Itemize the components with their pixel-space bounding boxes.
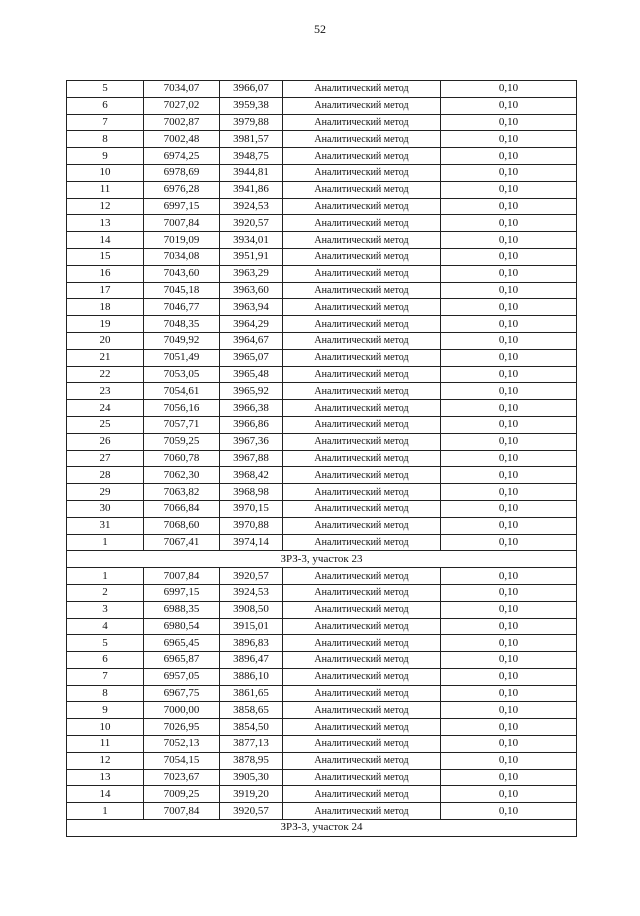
x-coordinate-cell: 7019,09 xyxy=(144,232,220,249)
y-coordinate-cell: 3877,13 xyxy=(220,736,283,753)
accuracy-cell: 0,10 xyxy=(441,265,577,282)
point-number-cell: 6 xyxy=(67,97,144,114)
method-cell: Аналитический метод xyxy=(283,450,441,467)
x-coordinate-cell: 7054,15 xyxy=(144,752,220,769)
point-number-cell: 28 xyxy=(67,467,144,484)
x-coordinate-cell: 6980,54 xyxy=(144,618,220,635)
accuracy-cell: 0,10 xyxy=(441,81,577,98)
method-cell: Аналитический метод xyxy=(283,282,441,299)
method-cell: Аналитический метод xyxy=(283,584,441,601)
x-coordinate-cell: 7002,48 xyxy=(144,131,220,148)
method-cell: Аналитический метод xyxy=(283,114,441,131)
method-cell: Аналитический метод xyxy=(283,232,441,249)
accuracy-cell: 0,10 xyxy=(441,97,577,114)
x-coordinate-cell: 7068,60 xyxy=(144,517,220,534)
accuracy-cell: 0,10 xyxy=(441,652,577,669)
accuracy-cell: 0,10 xyxy=(441,618,577,635)
accuracy-cell: 0,10 xyxy=(441,316,577,333)
x-coordinate-cell: 7000,00 xyxy=(144,702,220,719)
point-number-cell: 5 xyxy=(67,635,144,652)
point-number-cell: 18 xyxy=(67,299,144,316)
table-row xyxy=(67,584,577,601)
x-coordinate-cell: 7023,67 xyxy=(144,769,220,786)
x-coordinate-cell: 7045,18 xyxy=(144,282,220,299)
x-coordinate-cell: 7054,61 xyxy=(144,383,220,400)
accuracy-cell: 0,10 xyxy=(441,736,577,753)
point-number-cell: 22 xyxy=(67,366,144,383)
method-cell: Аналитический метод xyxy=(283,383,441,400)
y-coordinate-cell: 3951,91 xyxy=(220,248,283,265)
method-cell: Аналитический метод xyxy=(283,349,441,366)
x-coordinate-cell: 7007,84 xyxy=(144,568,220,585)
point-number-cell: 1 xyxy=(67,803,144,820)
accuracy-cell: 0,10 xyxy=(441,383,577,400)
method-cell: Аналитический метод xyxy=(283,568,441,585)
section-header-row xyxy=(67,820,577,837)
method-cell: Аналитический метод xyxy=(283,81,441,98)
point-number-cell: 21 xyxy=(67,349,144,366)
y-coordinate-cell: 3944,81 xyxy=(220,164,283,181)
table-row xyxy=(67,332,577,349)
table-row xyxy=(67,568,577,585)
y-coordinate-cell: 3948,75 xyxy=(220,148,283,165)
method-cell: Аналитический метод xyxy=(283,736,441,753)
y-coordinate-cell: 3979,88 xyxy=(220,114,283,131)
accuracy-cell: 0,10 xyxy=(441,584,577,601)
accuracy-cell: 0,10 xyxy=(441,299,577,316)
table-row xyxy=(67,81,577,98)
point-number-cell: 6 xyxy=(67,652,144,669)
table-row xyxy=(67,652,577,669)
y-coordinate-cell: 3966,07 xyxy=(220,81,283,98)
accuracy-cell: 0,10 xyxy=(441,332,577,349)
method-cell: Аналитический метод xyxy=(283,719,441,736)
x-coordinate-cell: 7062,30 xyxy=(144,467,220,484)
method-cell: Аналитический метод xyxy=(283,332,441,349)
x-coordinate-cell: 6965,45 xyxy=(144,635,220,652)
y-coordinate-cell: 3920,57 xyxy=(220,568,283,585)
table-row xyxy=(67,635,577,652)
y-coordinate-cell: 3941,86 xyxy=(220,181,283,198)
point-number-cell: 9 xyxy=(67,148,144,165)
table-row xyxy=(67,131,577,148)
x-coordinate-cell: 7048,35 xyxy=(144,316,220,333)
method-cell: Аналитический метод xyxy=(283,803,441,820)
accuracy-cell: 0,10 xyxy=(441,366,577,383)
y-coordinate-cell: 3965,07 xyxy=(220,349,283,366)
coordinates-table xyxy=(66,80,577,837)
y-coordinate-cell: 3964,67 xyxy=(220,332,283,349)
method-cell: Аналитический метод xyxy=(283,685,441,702)
y-coordinate-cell: 3854,50 xyxy=(220,719,283,736)
accuracy-cell: 0,10 xyxy=(441,416,577,433)
table-row xyxy=(67,685,577,702)
method-cell: Аналитический метод xyxy=(283,366,441,383)
x-coordinate-cell: 7007,84 xyxy=(144,215,220,232)
method-cell: Аналитический метод xyxy=(283,668,441,685)
point-number-cell: 2 xyxy=(67,584,144,601)
y-coordinate-cell: 3919,20 xyxy=(220,786,283,803)
x-coordinate-cell: 6997,15 xyxy=(144,198,220,215)
method-cell: Аналитический метод xyxy=(283,248,441,265)
accuracy-cell: 0,10 xyxy=(441,215,577,232)
table-row xyxy=(67,282,577,299)
table-row xyxy=(67,534,577,551)
accuracy-cell: 0,10 xyxy=(441,484,577,501)
point-number-cell: 10 xyxy=(67,164,144,181)
point-number-cell: 14 xyxy=(67,786,144,803)
y-coordinate-cell: 3970,88 xyxy=(220,517,283,534)
page-number: 52 xyxy=(314,22,326,36)
point-number-cell: 25 xyxy=(67,416,144,433)
x-coordinate-cell: 7053,05 xyxy=(144,366,220,383)
point-number-cell: 7 xyxy=(67,668,144,685)
x-coordinate-cell: 6974,25 xyxy=(144,148,220,165)
accuracy-cell: 0,10 xyxy=(441,601,577,618)
y-coordinate-cell: 3964,29 xyxy=(220,316,283,333)
table-row xyxy=(67,349,577,366)
accuracy-cell: 0,10 xyxy=(441,433,577,450)
point-number-cell: 4 xyxy=(67,618,144,635)
accuracy-cell: 0,10 xyxy=(441,786,577,803)
x-coordinate-cell: 6997,15 xyxy=(144,584,220,601)
accuracy-cell: 0,10 xyxy=(441,467,577,484)
y-coordinate-cell: 3981,57 xyxy=(220,131,283,148)
point-number-cell: 5 xyxy=(67,81,144,98)
method-cell: Аналитический метод xyxy=(283,97,441,114)
y-coordinate-cell: 3886,10 xyxy=(220,668,283,685)
accuracy-cell: 0,10 xyxy=(441,400,577,417)
accuracy-cell: 0,10 xyxy=(441,450,577,467)
method-cell: Аналитический метод xyxy=(283,500,441,517)
table-row xyxy=(67,215,577,232)
point-number-cell: 14 xyxy=(67,232,144,249)
table-row xyxy=(67,618,577,635)
accuracy-cell: 0,10 xyxy=(441,517,577,534)
point-number-cell: 11 xyxy=(67,181,144,198)
x-coordinate-cell: 7051,49 xyxy=(144,349,220,366)
method-cell: Аналитический метод xyxy=(283,416,441,433)
accuracy-cell: 0,10 xyxy=(441,685,577,702)
coordinates-table-body xyxy=(67,81,577,837)
x-coordinate-cell: 6988,35 xyxy=(144,601,220,618)
x-coordinate-cell: 6965,87 xyxy=(144,652,220,669)
method-cell: Аналитический метод xyxy=(283,148,441,165)
y-coordinate-cell: 3963,29 xyxy=(220,265,283,282)
y-coordinate-cell: 3966,86 xyxy=(220,416,283,433)
method-cell: Аналитический метод xyxy=(283,131,441,148)
accuracy-cell: 0,10 xyxy=(441,282,577,299)
point-number-cell: 13 xyxy=(67,215,144,232)
table-row xyxy=(67,148,577,165)
table-row xyxy=(67,97,577,114)
y-coordinate-cell: 3878,95 xyxy=(220,752,283,769)
method-cell: Аналитический метод xyxy=(283,316,441,333)
point-number-cell: 26 xyxy=(67,433,144,450)
x-coordinate-cell: 7052,13 xyxy=(144,736,220,753)
x-coordinate-cell: 7007,84 xyxy=(144,803,220,820)
table-row xyxy=(67,517,577,534)
x-coordinate-cell: 7059,25 xyxy=(144,433,220,450)
y-coordinate-cell: 3924,53 xyxy=(220,584,283,601)
table-row xyxy=(67,232,577,249)
accuracy-cell: 0,10 xyxy=(441,534,577,551)
table-row xyxy=(67,316,577,333)
table-row xyxy=(67,736,577,753)
point-number-cell: 10 xyxy=(67,719,144,736)
y-coordinate-cell: 3963,60 xyxy=(220,282,283,299)
y-coordinate-cell: 3861,65 xyxy=(220,685,283,702)
method-cell: Аналитический метод xyxy=(283,601,441,618)
y-coordinate-cell: 3968,98 xyxy=(220,484,283,501)
section-header-row xyxy=(67,551,577,568)
method-cell: Аналитический метод xyxy=(283,534,441,551)
point-number-cell: 11 xyxy=(67,736,144,753)
y-coordinate-cell: 3920,57 xyxy=(220,215,283,232)
y-coordinate-cell: 3967,36 xyxy=(220,433,283,450)
x-coordinate-cell: 6957,05 xyxy=(144,668,220,685)
accuracy-cell: 0,10 xyxy=(441,248,577,265)
y-coordinate-cell: 3905,30 xyxy=(220,769,283,786)
point-number-cell: 24 xyxy=(67,400,144,417)
table-row xyxy=(67,786,577,803)
y-coordinate-cell: 3963,94 xyxy=(220,299,283,316)
x-coordinate-cell: 7067,41 xyxy=(144,534,220,551)
x-coordinate-cell: 6967,75 xyxy=(144,685,220,702)
point-number-cell: 12 xyxy=(67,198,144,215)
accuracy-cell: 0,10 xyxy=(441,803,577,820)
x-coordinate-cell: 7043,60 xyxy=(144,265,220,282)
point-number-cell: 8 xyxy=(67,685,144,702)
method-cell: Аналитический метод xyxy=(283,164,441,181)
table-row xyxy=(67,668,577,685)
x-coordinate-cell: 7063,82 xyxy=(144,484,220,501)
table-row xyxy=(67,500,577,517)
point-number-cell: 17 xyxy=(67,282,144,299)
accuracy-cell: 0,10 xyxy=(441,635,577,652)
y-coordinate-cell: 3915,01 xyxy=(220,618,283,635)
point-number-cell: 15 xyxy=(67,248,144,265)
accuracy-cell: 0,10 xyxy=(441,148,577,165)
section-title: ЗРЗ-3, участок 23 xyxy=(67,551,577,568)
y-coordinate-cell: 3858,65 xyxy=(220,702,283,719)
y-coordinate-cell: 3896,83 xyxy=(220,635,283,652)
x-coordinate-cell: 7057,71 xyxy=(144,416,220,433)
method-cell: Аналитический метод xyxy=(283,786,441,803)
x-coordinate-cell: 7009,25 xyxy=(144,786,220,803)
method-cell: Аналитический метод xyxy=(283,484,441,501)
table-row xyxy=(67,601,577,618)
x-coordinate-cell: 7060,78 xyxy=(144,450,220,467)
y-coordinate-cell: 3896,47 xyxy=(220,652,283,669)
x-coordinate-cell: 7034,08 xyxy=(144,248,220,265)
accuracy-cell: 0,10 xyxy=(441,164,577,181)
table-row xyxy=(67,198,577,215)
accuracy-cell: 0,10 xyxy=(441,114,577,131)
table-row xyxy=(67,164,577,181)
accuracy-cell: 0,10 xyxy=(441,702,577,719)
table-row xyxy=(67,265,577,282)
point-number-cell: 9 xyxy=(67,702,144,719)
accuracy-cell: 0,10 xyxy=(441,500,577,517)
y-coordinate-cell: 3934,01 xyxy=(220,232,283,249)
y-coordinate-cell: 3968,42 xyxy=(220,467,283,484)
y-coordinate-cell: 3908,50 xyxy=(220,601,283,618)
table-row xyxy=(67,719,577,736)
method-cell: Аналитический метод xyxy=(283,433,441,450)
point-number-cell: 13 xyxy=(67,769,144,786)
accuracy-cell: 0,10 xyxy=(441,719,577,736)
table-row xyxy=(67,752,577,769)
y-coordinate-cell: 3965,92 xyxy=(220,383,283,400)
method-cell: Аналитический метод xyxy=(283,618,441,635)
method-cell: Аналитический метод xyxy=(283,299,441,316)
point-number-cell: 1 xyxy=(67,534,144,551)
method-cell: Аналитический метод xyxy=(283,198,441,215)
y-coordinate-cell: 3966,38 xyxy=(220,400,283,417)
method-cell: Аналитический метод xyxy=(283,769,441,786)
table-row xyxy=(67,484,577,501)
method-cell: Аналитический метод xyxy=(283,702,441,719)
point-number-cell: 12 xyxy=(67,752,144,769)
x-coordinate-cell: 7049,92 xyxy=(144,332,220,349)
table-row xyxy=(67,416,577,433)
point-number-cell: 7 xyxy=(67,114,144,131)
accuracy-cell: 0,10 xyxy=(441,181,577,198)
accuracy-cell: 0,10 xyxy=(441,349,577,366)
method-cell: Аналитический метод xyxy=(283,652,441,669)
y-coordinate-cell: 3974,14 xyxy=(220,534,283,551)
coordinates-table-wrapper xyxy=(66,80,576,837)
x-coordinate-cell: 7066,84 xyxy=(144,500,220,517)
x-coordinate-cell: 6978,69 xyxy=(144,164,220,181)
table-row xyxy=(67,433,577,450)
x-coordinate-cell: 7027,02 xyxy=(144,97,220,114)
x-coordinate-cell: 7026,95 xyxy=(144,719,220,736)
y-coordinate-cell: 3965,48 xyxy=(220,366,283,383)
point-number-cell: 8 xyxy=(67,131,144,148)
method-cell: Аналитический метод xyxy=(283,265,441,282)
y-coordinate-cell: 3970,15 xyxy=(220,500,283,517)
table-row xyxy=(67,383,577,400)
table-row xyxy=(67,181,577,198)
x-coordinate-cell: 6976,28 xyxy=(144,181,220,198)
y-coordinate-cell: 3920,57 xyxy=(220,803,283,820)
accuracy-cell: 0,10 xyxy=(441,769,577,786)
point-number-cell: 27 xyxy=(67,450,144,467)
method-cell: Аналитический метод xyxy=(283,400,441,417)
point-number-cell: 20 xyxy=(67,332,144,349)
x-coordinate-cell: 7034,07 xyxy=(144,81,220,98)
method-cell: Аналитический метод xyxy=(283,181,441,198)
table-row xyxy=(67,248,577,265)
section-title: ЗРЗ-3, участок 24 xyxy=(67,820,577,837)
table-row xyxy=(67,366,577,383)
table-row xyxy=(67,299,577,316)
method-cell: Аналитический метод xyxy=(283,467,441,484)
accuracy-cell: 0,10 xyxy=(441,668,577,685)
method-cell: Аналитический метод xyxy=(283,635,441,652)
method-cell: Аналитический метод xyxy=(283,215,441,232)
y-coordinate-cell: 3959,38 xyxy=(220,97,283,114)
accuracy-cell: 0,10 xyxy=(441,568,577,585)
x-coordinate-cell: 7002,87 xyxy=(144,114,220,131)
table-row xyxy=(67,803,577,820)
accuracy-cell: 0,10 xyxy=(441,131,577,148)
point-number-cell: 30 xyxy=(67,500,144,517)
table-row xyxy=(67,450,577,467)
y-coordinate-cell: 3967,88 xyxy=(220,450,283,467)
table-row xyxy=(67,400,577,417)
point-number-cell: 19 xyxy=(67,316,144,333)
point-number-cell: 29 xyxy=(67,484,144,501)
point-number-cell: 16 xyxy=(67,265,144,282)
point-number-cell: 23 xyxy=(67,383,144,400)
table-row xyxy=(67,769,577,786)
method-cell: Аналитический метод xyxy=(283,517,441,534)
point-number-cell: 3 xyxy=(67,601,144,618)
table-row xyxy=(67,467,577,484)
point-number-cell: 1 xyxy=(67,568,144,585)
x-coordinate-cell: 7046,77 xyxy=(144,299,220,316)
accuracy-cell: 0,10 xyxy=(441,232,577,249)
table-row xyxy=(67,114,577,131)
point-number-cell: 31 xyxy=(67,517,144,534)
method-cell: Аналитический метод xyxy=(283,752,441,769)
accuracy-cell: 0,10 xyxy=(441,198,577,215)
y-coordinate-cell: 3924,53 xyxy=(220,198,283,215)
x-coordinate-cell: 7056,16 xyxy=(144,400,220,417)
table-row xyxy=(67,702,577,719)
accuracy-cell: 0,10 xyxy=(441,752,577,769)
